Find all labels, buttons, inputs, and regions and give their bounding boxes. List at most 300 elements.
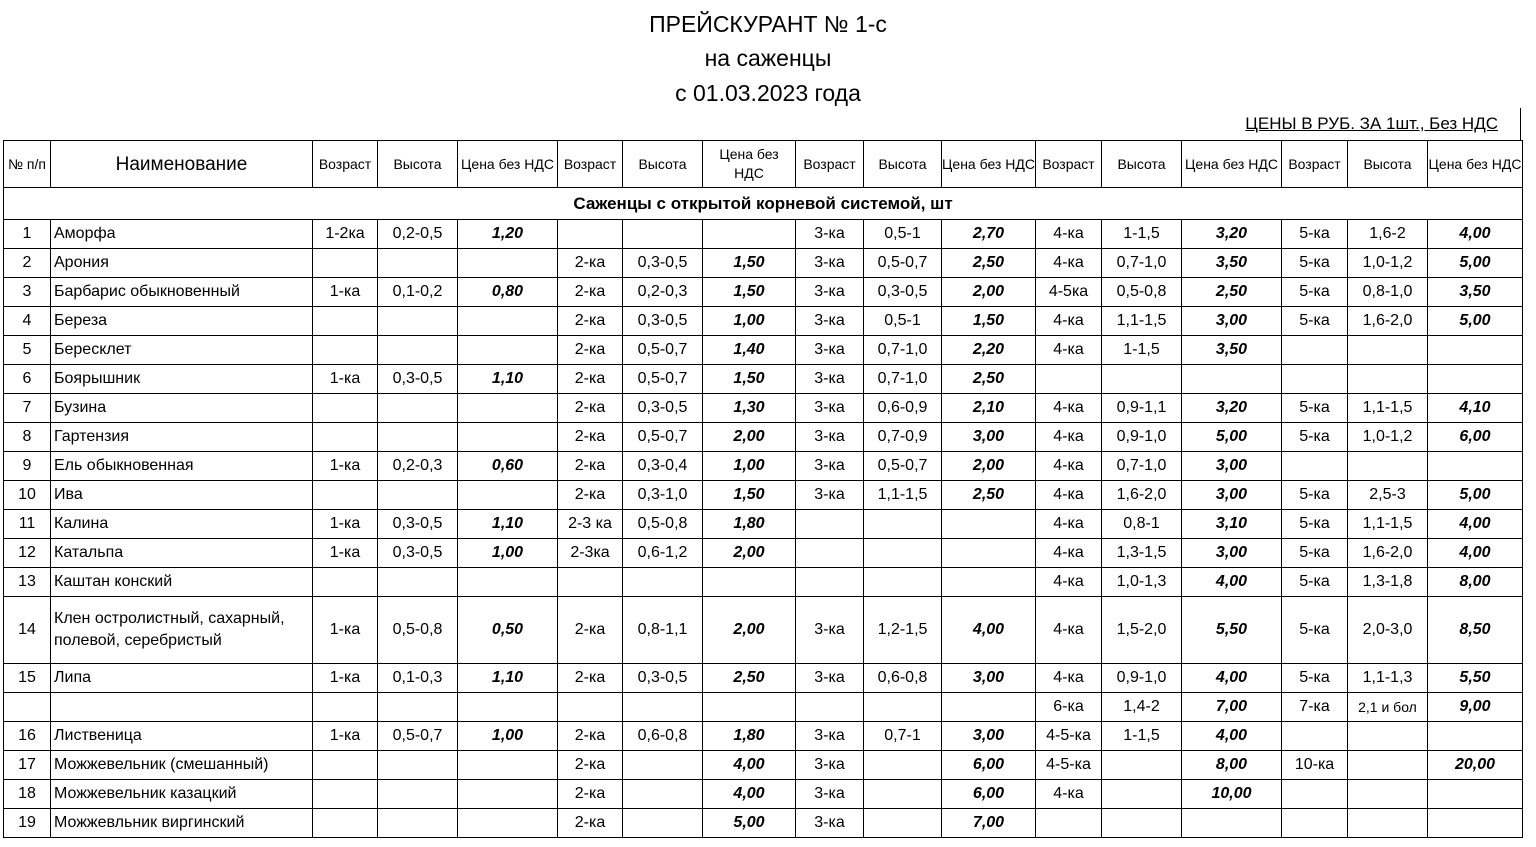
price-cell: 3,10 — [1182, 510, 1282, 539]
price-cell — [1428, 365, 1523, 394]
height-cell: 0,5-1 — [864, 307, 942, 336]
age-cell: 3-ка — [796, 365, 864, 394]
price-cell: 4,00 — [1428, 510, 1523, 539]
age-cell: 2-ка — [558, 780, 623, 809]
price-cell: 5,00 — [703, 809, 796, 838]
row-number: 3 — [4, 278, 51, 307]
age-cell — [1282, 365, 1348, 394]
height-cell: 0,3-0,5 — [623, 394, 703, 423]
age-cell: 2-ка — [558, 423, 623, 452]
height-cell: 1,0-1,2 — [1348, 423, 1428, 452]
age-cell — [313, 809, 378, 838]
plant-name: Липа — [51, 664, 313, 693]
price-cell: 3,00 — [1182, 307, 1282, 336]
price-cell: 2,00 — [942, 452, 1036, 481]
age-cell — [1282, 780, 1348, 809]
price-cell — [1428, 336, 1523, 365]
plant-name: Аморфа — [51, 220, 313, 249]
price-cell: 5,50 — [1428, 664, 1523, 693]
age-cell: 2-ка — [558, 751, 623, 780]
height-cell — [378, 336, 458, 365]
age-cell: 1-2ка — [313, 220, 378, 249]
plant-name: Можжевельник (смешанный) — [51, 751, 313, 780]
height-cell: 1,3-1,5 — [1102, 539, 1182, 568]
age-cell — [796, 693, 864, 722]
age-cell — [1036, 365, 1102, 394]
price-cell: 8,00 — [1182, 751, 1282, 780]
height-cell: 0,9-1,1 — [1102, 394, 1182, 423]
price-cell — [1428, 780, 1523, 809]
price-cell — [458, 394, 558, 423]
height-cell — [378, 394, 458, 423]
price-cell: 1,00 — [458, 539, 558, 568]
height-cell: 0,6-0,9 — [864, 394, 942, 423]
plant-name: Ива — [51, 481, 313, 510]
age-cell: 3-ка — [796, 394, 864, 423]
row-number: 10 — [4, 481, 51, 510]
section-title: Саженцы с открытой корневой системой, шт — [4, 188, 1523, 220]
price-cell: 9,00 — [1428, 693, 1523, 722]
age-cell: 10-ка — [1282, 751, 1348, 780]
height-cell: 0,3-0,5 — [623, 664, 703, 693]
price-cell: 1,40 — [703, 336, 796, 365]
age-cell — [313, 751, 378, 780]
price-cell: 3,00 — [1182, 452, 1282, 481]
row-number: 8 — [4, 423, 51, 452]
price-cell: 8,50 — [1428, 597, 1523, 664]
col-header-price: Цена без НДС — [1428, 141, 1523, 188]
price-cell: 2,00 — [942, 278, 1036, 307]
col-header-age: Возраст — [558, 141, 623, 188]
height-cell: 0,5-0,8 — [378, 597, 458, 664]
table-row — [4, 220, 1523, 249]
age-cell: 1-ка — [313, 510, 378, 539]
height-cell: 0,6-1,2 — [623, 539, 703, 568]
plant-name: Ель обыкновенная — [51, 452, 313, 481]
price-cell — [1182, 809, 1282, 838]
age-cell: 3-ка — [796, 336, 864, 365]
table-row — [4, 539, 1523, 568]
height-cell — [1348, 336, 1428, 365]
row-number: 15 — [4, 664, 51, 693]
row-number — [4, 693, 51, 722]
age-cell: 3-ка — [796, 751, 864, 780]
table-row — [4, 664, 1523, 693]
height-cell — [623, 809, 703, 838]
height-cell: 0,3-1,0 — [623, 481, 703, 510]
height-cell: 0,5-1 — [864, 220, 942, 249]
price-cell: 1,80 — [703, 722, 796, 751]
age-cell — [796, 510, 864, 539]
price-cell — [458, 423, 558, 452]
col-header-price: Цена без НДС — [1182, 141, 1282, 188]
row-number: 7 — [4, 394, 51, 423]
col-header-price: Цена без НДС — [703, 141, 796, 188]
age-cell: 1-ка — [313, 539, 378, 568]
plant-name: Можжевльник виргинский — [51, 809, 313, 838]
price-cell — [458, 693, 558, 722]
height-cell: 0,5-0,7 — [623, 365, 703, 394]
price-cell: 10,00 — [1182, 780, 1282, 809]
price-cell: 1,50 — [703, 481, 796, 510]
age-cell: 3-ка — [796, 423, 864, 452]
height-cell: 1,1-1,5 — [1348, 510, 1428, 539]
plant-name: Боярышник — [51, 365, 313, 394]
age-cell: 2-ка — [558, 664, 623, 693]
age-cell: 2-ка — [558, 336, 623, 365]
price-cell: 2,50 — [942, 481, 1036, 510]
effective-date: с 01.03.2023 года — [675, 80, 861, 106]
height-cell: 1-1,5 — [1102, 722, 1182, 751]
row-number: 19 — [4, 809, 51, 838]
height-cell: 2,5-3 — [1348, 481, 1428, 510]
height-cell: 0,5-0,7 — [864, 452, 942, 481]
height-cell: 1,1-1,5 — [864, 481, 942, 510]
price-cell: 6,00 — [1428, 423, 1523, 452]
row-number: 16 — [4, 722, 51, 751]
height-cell — [1348, 452, 1428, 481]
age-cell: 3-ка — [796, 220, 864, 249]
row-number: 11 — [4, 510, 51, 539]
height-cell: 1,3-1,8 — [1348, 568, 1428, 597]
plant-name: Бересклет — [51, 336, 313, 365]
age-cell: 2-ка — [558, 394, 623, 423]
height-cell: 0,8-1 — [1102, 510, 1182, 539]
height-cell — [1102, 751, 1182, 780]
age-cell: 4-ка — [1036, 336, 1102, 365]
age-cell: 4-5-ка — [1036, 751, 1102, 780]
height-cell — [378, 751, 458, 780]
age-cell: 4-ка — [1036, 452, 1102, 481]
price-cell: 2,50 — [942, 249, 1036, 278]
height-cell — [864, 510, 942, 539]
age-cell — [796, 568, 864, 597]
price-cell: 3,20 — [1182, 394, 1282, 423]
table-row — [4, 249, 1523, 278]
price-cell: 2,00 — [703, 597, 796, 664]
price-cell: 3,50 — [1182, 336, 1282, 365]
table-header-row — [4, 141, 1523, 188]
height-cell — [378, 423, 458, 452]
age-cell: 3-ка — [796, 809, 864, 838]
price-cell — [1428, 722, 1523, 751]
plant-name: Катальпа — [51, 539, 313, 568]
plant-name: Бузина — [51, 394, 313, 423]
price-cell — [458, 307, 558, 336]
row-number: 14 — [4, 597, 51, 664]
height-cell: 0,8-1,0 — [1348, 278, 1428, 307]
price-cell — [458, 751, 558, 780]
price-cell: 1,00 — [703, 307, 796, 336]
height-cell: 0,3-0,5 — [623, 249, 703, 278]
table-row — [4, 278, 1523, 307]
age-cell: 2-3 ка — [558, 510, 623, 539]
page-subtitle: на саженцы — [704, 45, 832, 71]
row-number: 9 — [4, 452, 51, 481]
height-cell: 0,7-1 — [864, 722, 942, 751]
page-title: ПРЕЙСКУРАНТ № 1-с — [649, 11, 887, 37]
price-cell: 1,80 — [703, 510, 796, 539]
age-cell: 1-ка — [313, 664, 378, 693]
height-cell: 0,6-0,8 — [623, 722, 703, 751]
age-cell: 4-ка — [1036, 568, 1102, 597]
age-cell: 2-ка — [558, 307, 623, 336]
height-cell — [1102, 780, 1182, 809]
age-cell: 3-ка — [796, 249, 864, 278]
age-cell: 2-ка — [558, 481, 623, 510]
height-cell: 0,5-0,7 — [378, 722, 458, 751]
price-cell — [703, 693, 796, 722]
price-cell — [703, 220, 796, 249]
height-cell: 1,1-1,3 — [1348, 664, 1428, 693]
section-row — [4, 188, 1523, 220]
age-cell — [313, 307, 378, 336]
height-cell — [623, 568, 703, 597]
price-table — [3, 140, 1523, 838]
price-cell — [1182, 365, 1282, 394]
price-cell — [942, 539, 1036, 568]
height-cell: 0,7-1,0 — [864, 336, 942, 365]
height-cell — [378, 307, 458, 336]
price-cell: 0,50 — [458, 597, 558, 664]
height-cell: 1,4-2 — [1102, 693, 1182, 722]
col-header-price: Цена без НДС — [942, 141, 1036, 188]
price-cell: 2,00 — [703, 423, 796, 452]
age-cell: 4-ка — [1036, 780, 1102, 809]
height-cell — [1102, 365, 1182, 394]
price-cell: 2,50 — [1182, 278, 1282, 307]
price-cell: 5,00 — [1428, 249, 1523, 278]
height-cell: 0,7-1,0 — [864, 365, 942, 394]
age-cell: 1-ка — [313, 452, 378, 481]
height-cell — [1102, 809, 1182, 838]
price-cell: 4,00 — [1428, 539, 1523, 568]
age-cell: 4-ка — [1036, 394, 1102, 423]
age-cell: 1-ка — [313, 365, 378, 394]
price-cell: 1,20 — [458, 220, 558, 249]
price-cell — [458, 780, 558, 809]
height-cell — [1348, 365, 1428, 394]
height-cell: 0,2-0,3 — [378, 452, 458, 481]
age-cell: 2-ка — [558, 249, 623, 278]
age-cell: 4-ка — [1036, 539, 1102, 568]
price-cell: 1,30 — [703, 394, 796, 423]
age-cell: 5-ка — [1282, 220, 1348, 249]
age-cell — [558, 568, 623, 597]
height-cell: 0,9-1,0 — [1102, 664, 1182, 693]
price-cell: 7,00 — [1182, 693, 1282, 722]
age-cell — [313, 336, 378, 365]
row-number: 2 — [4, 249, 51, 278]
table-row — [4, 751, 1523, 780]
col-header-age: Возраст — [313, 141, 378, 188]
age-cell: 5-ка — [1282, 423, 1348, 452]
age-cell: 5-ка — [1282, 539, 1348, 568]
price-cell: 1,10 — [458, 664, 558, 693]
age-cell: 4-ка — [1036, 220, 1102, 249]
height-cell — [623, 220, 703, 249]
height-cell — [378, 809, 458, 838]
price-cell: 6,00 — [942, 780, 1036, 809]
height-cell: 0,5-0,8 — [1102, 278, 1182, 307]
age-cell — [1282, 336, 1348, 365]
plant-name — [51, 693, 313, 722]
age-cell: 2-3ка — [558, 539, 623, 568]
plant-name: Каштан конский — [51, 568, 313, 597]
plant-name: Клен остролистный, сахарный, полевой, серебристый — [51, 597, 313, 664]
height-cell: 1,0-1,3 — [1102, 568, 1182, 597]
height-cell — [378, 249, 458, 278]
height-cell — [864, 780, 942, 809]
price-cell: 4,00 — [1182, 568, 1282, 597]
height-cell — [864, 568, 942, 597]
age-cell: 3-ка — [796, 722, 864, 751]
price-cell: 2,70 — [942, 220, 1036, 249]
price-cell: 3,00 — [942, 423, 1036, 452]
price-cell: 2,20 — [942, 336, 1036, 365]
age-cell: 3-ка — [796, 481, 864, 510]
price-cell: 0,80 — [458, 278, 558, 307]
height-cell: 0,5-0,8 — [623, 510, 703, 539]
age-cell: 3-ка — [796, 278, 864, 307]
col-header-age: Возраст — [1282, 141, 1348, 188]
age-cell — [313, 481, 378, 510]
price-cell: 2,50 — [703, 664, 796, 693]
height-cell: 1,2-1,5 — [864, 597, 942, 664]
row-number: 12 — [4, 539, 51, 568]
age-cell: 5-ка — [1282, 249, 1348, 278]
age-cell — [313, 693, 378, 722]
price-cell: 3,00 — [942, 664, 1036, 693]
height-cell: 1,6-2,0 — [1348, 307, 1428, 336]
age-cell — [313, 780, 378, 809]
price-cell: 2,50 — [942, 365, 1036, 394]
age-cell: 3-ка — [796, 452, 864, 481]
height-cell — [1348, 722, 1428, 751]
height-cell: 0,3-0,5 — [378, 365, 458, 394]
row-number: 5 — [4, 336, 51, 365]
height-cell: 1-1,5 — [1102, 336, 1182, 365]
col-header-price: Цена без НДС — [458, 141, 558, 188]
col-header-age: Возраст — [1036, 141, 1102, 188]
age-cell: 5-ка — [1282, 394, 1348, 423]
age-cell: 2-ка — [558, 278, 623, 307]
age-cell: 4-ка — [1036, 423, 1102, 452]
height-cell: 1,5-2,0 — [1102, 597, 1182, 664]
age-cell: 5-ка — [1282, 481, 1348, 510]
height-cell — [864, 809, 942, 838]
height-cell — [864, 751, 942, 780]
table-row — [4, 394, 1523, 423]
table-row — [4, 481, 1523, 510]
price-cell: 4,10 — [1428, 394, 1523, 423]
height-cell: 0,5-0,7 — [864, 249, 942, 278]
height-cell — [1348, 780, 1428, 809]
age-cell: 4-5ка — [1036, 278, 1102, 307]
age-cell: 5-ка — [1282, 664, 1348, 693]
table-row — [4, 809, 1523, 838]
col-header-height: Высота — [1102, 141, 1182, 188]
price-cell: 6,00 — [942, 751, 1036, 780]
price-cell — [458, 336, 558, 365]
table-row — [4, 510, 1523, 539]
age-cell: 3-ка — [796, 780, 864, 809]
col-header-height: Высота — [623, 141, 703, 188]
plant-name: Арония — [51, 249, 313, 278]
age-cell: 5-ка — [1282, 510, 1348, 539]
height-cell: 0,7-0,9 — [864, 423, 942, 452]
price-cell: 4,00 — [1182, 664, 1282, 693]
age-cell — [313, 394, 378, 423]
table-row — [4, 423, 1523, 452]
table-row — [4, 722, 1523, 751]
price-cell: 3,50 — [1182, 249, 1282, 278]
price-cell: 3,20 — [1182, 220, 1282, 249]
age-cell — [796, 539, 864, 568]
price-cell — [458, 568, 558, 597]
price-cell: 3,00 — [942, 722, 1036, 751]
age-cell — [1282, 809, 1348, 838]
height-cell: 1,6-2,0 — [1348, 539, 1428, 568]
col-header-height: Высота — [378, 141, 458, 188]
age-cell: 3-ка — [796, 597, 864, 664]
price-cell — [458, 809, 558, 838]
right-border-line — [1520, 108, 1521, 140]
age-cell: 2-ка — [558, 722, 623, 751]
price-cell — [1428, 452, 1523, 481]
price-cell: 5,00 — [1428, 307, 1523, 336]
table-row — [4, 780, 1523, 809]
row-number: 18 — [4, 780, 51, 809]
height-cell — [378, 481, 458, 510]
price-cell — [458, 481, 558, 510]
col-header-height: Высота — [1348, 141, 1428, 188]
age-cell — [1036, 809, 1102, 838]
age-cell — [313, 568, 378, 597]
age-cell: 5-ка — [1282, 278, 1348, 307]
age-cell — [313, 423, 378, 452]
height-cell: 0,1-0,2 — [378, 278, 458, 307]
height-cell: 0,7-1,0 — [1102, 452, 1182, 481]
row-number: 1 — [4, 220, 51, 249]
price-cell — [942, 510, 1036, 539]
height-cell: 0,2-0,3 — [623, 278, 703, 307]
price-cell: 3,50 — [1428, 278, 1523, 307]
height-cell: 1,0-1,2 — [1348, 249, 1428, 278]
height-cell: 1,6-2 — [1348, 220, 1428, 249]
age-cell: 4-ка — [1036, 249, 1102, 278]
row-number: 17 — [4, 751, 51, 780]
age-cell: 5-ка — [1282, 307, 1348, 336]
age-cell: 4-ка — [1036, 664, 1102, 693]
height-cell: 0,3-0,5 — [623, 307, 703, 336]
table-row — [4, 307, 1523, 336]
plant-name: Гартензия — [51, 423, 313, 452]
price-cell: 20,00 — [1428, 751, 1523, 780]
age-cell: 1-ка — [313, 597, 378, 664]
age-cell: 4-5-ка — [1036, 722, 1102, 751]
age-cell: 2-ка — [558, 452, 623, 481]
height-cell — [1348, 751, 1428, 780]
price-units-note: ЦЕНЫ В РУБ. ЗА 1шт., Без НДС — [1245, 114, 1498, 133]
height-cell: 1-1,5 — [1102, 220, 1182, 249]
row-number: 4 — [4, 307, 51, 336]
age-cell — [558, 220, 623, 249]
age-cell: 1-ка — [313, 278, 378, 307]
price-cell — [703, 568, 796, 597]
price-cell: 3,00 — [1182, 481, 1282, 510]
height-cell — [378, 780, 458, 809]
